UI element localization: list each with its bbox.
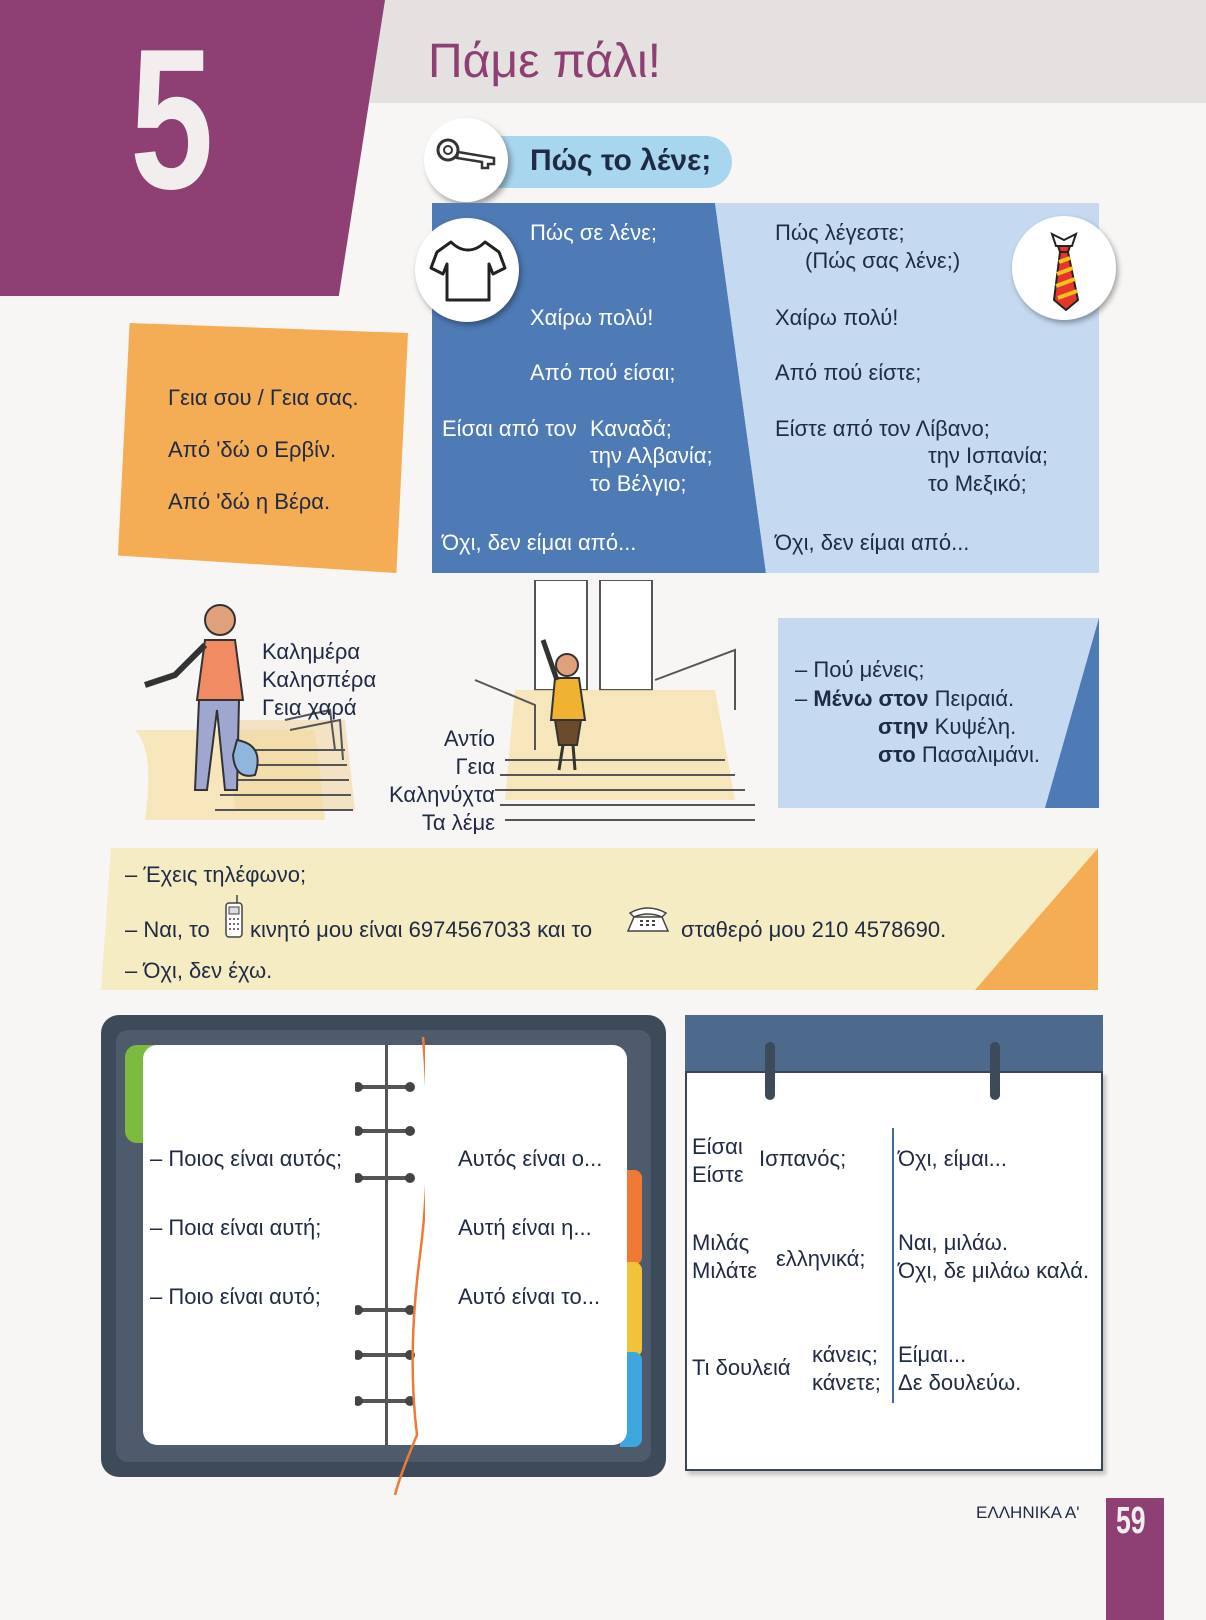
cal-r3-answer2: Δε δουλεύω. — [898, 1370, 1022, 1395]
tshirt-icon — [415, 218, 519, 322]
notebook-q3: – Ποιο είναι αυτό; — [150, 1284, 321, 1309]
formal-q-country: Είστε από τον Λίβανο; — [775, 416, 990, 441]
live-answer-place-2: Κυψέλη. — [934, 714, 1017, 739]
cal-r2-answer1: Ναι, μιλάω. — [898, 1230, 1008, 1255]
cal-r2-answer2: Όχι, δε μιλάω καλά. — [898, 1258, 1090, 1283]
cal-r1-verb1: Είσαι — [692, 1134, 743, 1159]
greeting-line-2: Από 'δώ ο Ερβίν. — [168, 437, 337, 462]
notebook-a2: Αυτή είναι η... — [458, 1215, 592, 1240]
live-answer-3 — [878, 742, 1040, 768]
phone-yes-end: σταθερό μου 210 4578690. — [681, 917, 947, 942]
live-answer-2 — [878, 714, 1016, 740]
mobile-phone-icon — [224, 895, 244, 939]
landline-phone-icon — [626, 903, 670, 933]
live-answer-bold-2: στην — [878, 714, 929, 739]
formal-q-from: Από πού είστε; — [775, 360, 922, 385]
bye-word-4: Τα λέμε — [421, 810, 495, 835]
notebook-a1: Αυτός είναι ο... — [458, 1146, 603, 1171]
cal-r2-verb1: Μιλάς — [692, 1230, 750, 1255]
notebook-ribbon — [395, 1037, 425, 1495]
calendar-ring-right — [990, 1042, 1000, 1100]
page-title: Πάμε πάλι! — [428, 35, 661, 88]
bye-word-1: Αντίο — [443, 726, 495, 751]
hello-word-2: Καλησπέρα — [262, 667, 377, 692]
formal-q-name: Πώς λέγεστε; — [775, 220, 905, 245]
hello-word-3: Γεια χαρά — [262, 695, 357, 720]
greeting-line-3: Από 'δώ η Βέρα. — [168, 489, 331, 514]
notebook-q1: – Ποιος είναι αυτός; — [150, 1146, 343, 1171]
cal-r1-verb2: Είστε — [692, 1162, 744, 1187]
live-answer-place-3: Πασαλιμάνι. — [921, 742, 1041, 767]
formal-answer-no: Όχι, δεν είμαι από... — [775, 530, 970, 555]
live-panel — [778, 618, 1099, 808]
notebook-rings — [355, 1035, 425, 1495]
cal-r1-answer: Όχι, είμαι... — [898, 1146, 1008, 1171]
book-title: ΕΛΛΗΝΙΚΑ Α' — [976, 1503, 1080, 1522]
informal-pleased: Χαίρω πολύ! — [530, 305, 654, 330]
live-question: – Πού μένεις; — [795, 657, 925, 682]
live-answer-place-1: Πειραιά. — [934, 686, 1015, 711]
key-icon — [424, 118, 508, 202]
cal-r2-word: ελληνικά; — [776, 1246, 866, 1271]
informal-answer-no: Όχι, δεν είμαι από... — [442, 530, 637, 555]
informal-country-2: την Αλβανία; — [590, 443, 713, 468]
phone-no: – Όχι, δεν έχω. — [125, 958, 273, 983]
notebook-a3: Αυτό είναι το... — [458, 1284, 601, 1309]
tie-icon — [1012, 216, 1116, 320]
phone-yes-middle: κινητό μου είναι 6974567033 και το — [250, 917, 593, 942]
formal-country-2: την Ισπανία; — [928, 443, 1049, 468]
notebook-q2: – Ποια είναι αυτή; — [150, 1215, 322, 1240]
live-answer-bold-1: Μένω στον — [813, 686, 929, 711]
tie-badge — [1012, 216, 1116, 320]
page-number: 59 — [1116, 1500, 1146, 1542]
cal-r3-prefix: Τι δουλειά — [692, 1355, 791, 1380]
chapter-number: 5 — [130, 8, 211, 231]
calendar-ring-left — [765, 1042, 775, 1100]
section-title: Πώς το λένε; — [530, 144, 712, 177]
live-answer-1: – Μένω στον Πειραιά. — [795, 686, 1015, 711]
bye-words — [330, 725, 495, 837]
formal-country-3: το Μεξικό; — [928, 471, 1027, 496]
cal-r3-verb2: κάνετε; — [812, 1370, 881, 1395]
formal-q-name-alt: (Πώς σας λένε;) — [805, 248, 961, 273]
hello-word-1: Καλημέρα — [262, 639, 361, 664]
woman-figure — [475, 580, 755, 820]
cal-r2-verb2: Μιλάτε — [692, 1258, 758, 1283]
greeting-line-1: Γεια σου / Γεια σας. — [168, 385, 359, 410]
phone-yes-prefix: – Ναι, το — [125, 917, 210, 942]
phone-question: – Έχεις τηλέφωνο; — [125, 862, 307, 887]
informal-q-country: Είσαι από τον — [442, 416, 577, 441]
key-badge — [424, 118, 508, 202]
cal-r3-answer1: Είμαι... — [898, 1342, 967, 1367]
formal-pleased: Χαίρω πολύ! — [775, 305, 899, 330]
hello-words — [262, 638, 376, 722]
informal-q-name: Πώς σε λένε; — [530, 220, 658, 245]
informal-country-3: το Βέλγιο; — [590, 471, 687, 496]
cal-r3-verb1: κάνεις; — [812, 1342, 878, 1367]
informal-country-1: Καναδά; — [590, 416, 672, 441]
calendar-divider — [892, 1128, 894, 1403]
cal-r1-word: Ισπανός; — [759, 1146, 847, 1171]
live-answer-bold-3: στο — [878, 742, 916, 767]
bye-word-2: Γεια — [455, 754, 495, 779]
bye-word-3: Καληνύχτα — [388, 782, 495, 807]
calendar-top — [685, 1015, 1103, 1071]
informal-q-from: Από πού είσαι; — [530, 360, 676, 385]
shirt-badge — [415, 218, 519, 322]
